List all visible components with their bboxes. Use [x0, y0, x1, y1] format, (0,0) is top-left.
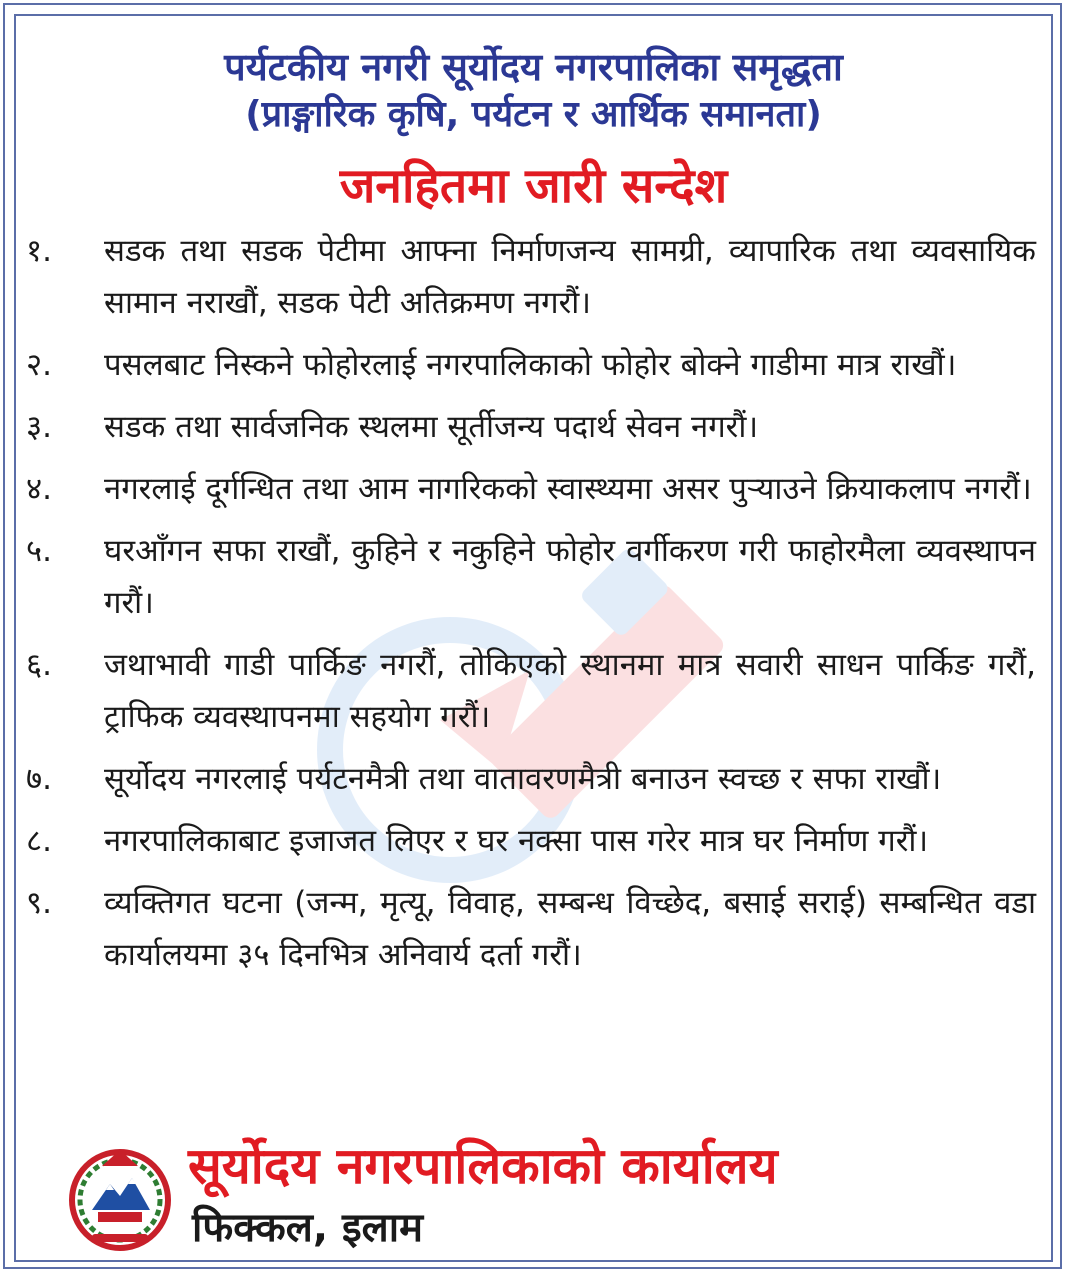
message-list — [26, 225, 1036, 991]
list-item — [26, 463, 1036, 515]
item-number: ३. — [26, 409, 52, 445]
list-item — [26, 815, 1036, 867]
list-item — [26, 877, 1036, 981]
list-item — [26, 639, 1036, 743]
list-item — [26, 525, 1036, 629]
header-line-1: पर्यटकीय नगरी सूर्योदय नगरपालिका समृद्धता — [224, 45, 843, 89]
item-text: जथाभावी गाडी पार्किङ नगरौं, तोकिएको स्थानमा मात्र सवारी साधन पार्किङ गरौं, ट्राफिक व्यवस्थापनमा सहयोग गरौं। — [104, 647, 1036, 735]
nepal-government-emblem-icon — [62, 1138, 178, 1254]
header-line-2: (प्राङ्गारिक कृषि, पर्यटन र आर्थिक समानता) — [245, 94, 822, 135]
office-location: फिक्कल, इलाम — [192, 1205, 424, 1251]
item-text: व्यक्तिगत घटना (जन्म, मृत्यू, विवाह, सम्बन्ध विच्छेद, बसाई सराई) सम्बन्धित वडा कार्यालयमा ३५ दिनभित्र अनिवार्य दर्ता गरौं। — [104, 885, 1036, 973]
item-text: सूर्योदय नगरलाई पर्यटनमैत्री तथा वातावरणमैत्री बनाउन स्वच्छ र सफा राखौं। — [104, 761, 942, 797]
item-number: २. — [26, 347, 52, 383]
item-number: १. — [26, 233, 52, 269]
item-text: सडक तथा सार्वजनिक स्थलमा सूर्तीजन्य पदार्थ सेवन नगरौं। — [104, 409, 759, 445]
item-number: ५. — [26, 533, 52, 569]
item-text: पसलबाट निस्कने फोहोरलाई नगरपालिकाको फोहोर बोक्ने गाडीमा मात्र राखौं। — [104, 347, 957, 383]
list-item — [26, 225, 1036, 329]
list-item — [26, 753, 1036, 805]
item-text: सडक तथा सडक पेटीमा आफ्ना निर्माणजन्य सामग्री, व्यापारिक तथा व्यवसायिक सामान नराखौं, सडक पेटी अतिक्रमण नगरौं। — [104, 233, 1036, 321]
item-number: ४. — [26, 471, 52, 507]
item-number: ७. — [26, 761, 52, 797]
item-number: ९. — [26, 885, 52, 921]
list-item — [26, 401, 1036, 453]
item-number: ६. — [26, 647, 52, 683]
office-name: सूर्योदय नगरपालिकाको कार्यालय — [188, 1137, 778, 1195]
item-text: घरआँगन सफा राखौं, कुहिने र नकुहिने फोहोर वर्गीकरण गरी फाहोरमैला व्यवस्थापन गरौं। — [104, 533, 1036, 621]
list-item — [26, 339, 1036, 391]
item-text: नगरलाई दूर्गन्धित तथा आम नागरिकको स्वास्थ्यमा असर पुर्‍याउने क्रियाकलाप नगरौं। — [104, 471, 1032, 507]
notice-title: जनहितमा जारी सन्देश — [339, 158, 728, 214]
item-number: ८. — [26, 823, 52, 859]
item-text: नगरपालिकाबाट इजाजत लिएर र घर नक्सा पास गरेर मात्र घर निर्माण गरौं। — [104, 823, 929, 859]
